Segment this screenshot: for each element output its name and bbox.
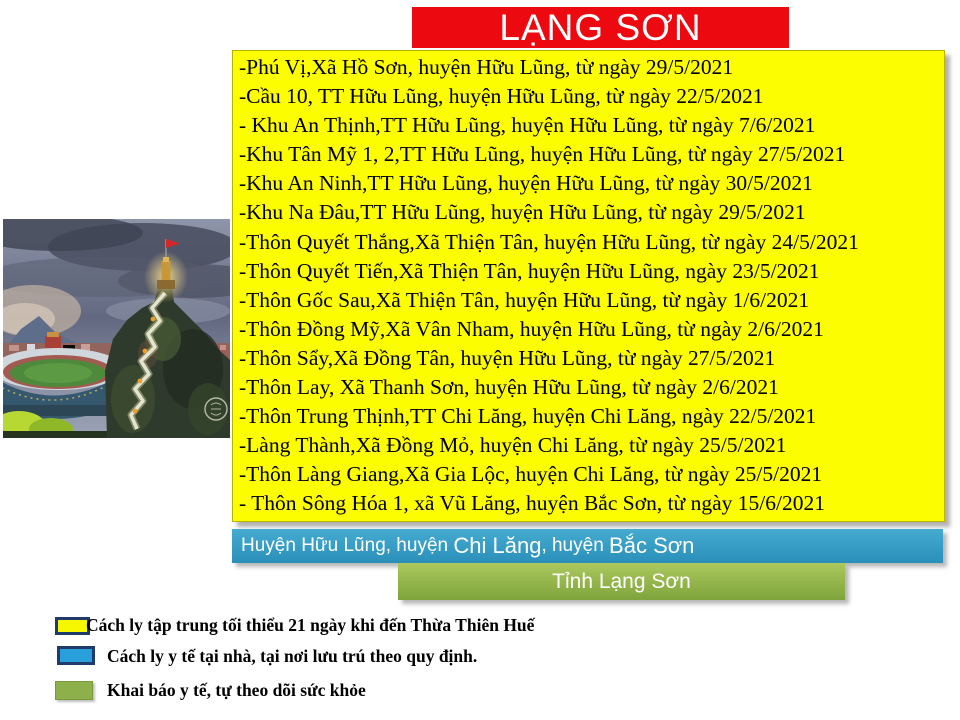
district-bar-text: Huyện Hữu Lũng, huyện bbox=[241, 535, 454, 556]
list-item: -Thôn Lay, Xã Thanh Sơn, huyện Hữu Lũng, từ ngày 2/6/2021 bbox=[239, 375, 779, 400]
list-item: -Khu Na Đâu,TT Hữu Lũng, huyện Hữu Lũng, từ ngày 29/5/2021 bbox=[239, 200, 806, 225]
district-bar-text: Chi Lăng bbox=[453, 533, 542, 558]
list-item: - Thôn Sông Hóa 1, xã Vũ Lăng, huyện Bắc Sơn, từ ngày 15/6/2021 bbox=[239, 491, 825, 516]
list-item: -Thôn Quyết Tiến,Xã Thiện Tân, huyện Hữu Lũng, ngày 23/5/2021 bbox=[239, 258, 820, 283]
list-item: -Phú Vị,Xã Hồ Sơn, huyện Hữu Lũng, từ ngày 29/5/2021 bbox=[239, 55, 734, 79]
list-item: -Làng Thành,Xã Đồng Mỏ, huyện Chi Lăng, từ ngày 25/5/2021 bbox=[239, 433, 787, 458]
legend-label-quarantine: Cách ly tập trung tối thiểu 21 ngày khi đến Thừa Thiên Huế bbox=[86, 615, 535, 635]
legend-swatch-blue bbox=[57, 646, 95, 665]
district-bar-text: Bắc Sơn bbox=[609, 533, 695, 558]
legend-label-home-isolation: Cách ly y tế tại nhà, tại nơi lưu trú theo quy định. bbox=[107, 646, 478, 666]
list-item: -Cầu 10, TT Hữu Lũng, huyện Hữu Lũng, từ ngày 22/5/2021 bbox=[239, 84, 764, 109]
lang-son-photo-art bbox=[3, 219, 230, 438]
list-item: -Khu Tân Mỹ 1, 2,TT Hữu Lũng, huyện Hữu Lũng, từ ngày 27/5/2021 bbox=[239, 142, 846, 167]
list-item: -Thôn Gốc Sau,Xã Thiện Tân, huyện Hữu Lũng, từ ngày 1/6/2021 bbox=[239, 287, 810, 312]
list-item: -Khu An Ninh,TT Hữu Lũng, huyện Hữu Lũng, từ ngày 30/5/2021 bbox=[239, 171, 813, 196]
lang-son-photo bbox=[3, 219, 230, 438]
legend-swatch-yellow bbox=[55, 617, 90, 635]
province-bar-label: Tỉnh Lạng Sơn bbox=[552, 569, 691, 593]
province-bar bbox=[398, 563, 845, 600]
list-item: -Thôn Làng Giang,Xã Gia Lộc, huyện Chi Lăng, từ ngày 25/5/2021 bbox=[239, 462, 823, 487]
legend-label-health-declaration: Khai báo y tế, tự theo dõi sức khỏe bbox=[107, 680, 366, 700]
list-item: -Thôn Trung Thịnh,TT Chi Lăng, huyện Chi Lăng, ngày 22/5/2021 bbox=[239, 404, 817, 429]
outbreak-location-list bbox=[232, 50, 945, 522]
list-item: -Thôn Đồng Mỹ,Xã Vân Nham, huyện Hữu Lũng, từ ngày 2/6/2021 bbox=[239, 316, 824, 341]
list-item: -Thôn Sẩy,Xã Đồng Tân, huyện Hữu Lũng, từ ngày 27/5/2021 bbox=[239, 345, 776, 370]
list-item: - Khu An Thịnh,TT Hữu Lũng, huyện Hữu Lũng, từ ngày 7/6/2021 bbox=[239, 113, 816, 138]
legend-swatch-green bbox=[55, 681, 93, 700]
province-title-banner bbox=[412, 7, 789, 48]
province-title: LẠNG SƠN bbox=[499, 7, 702, 48]
list-item: -Thôn Quyết Thắng,Xã Thiện Tân, huyện Hữu Lũng, từ ngày 24/5/2021 bbox=[239, 229, 859, 254]
district-bar bbox=[232, 529, 943, 563]
district-bar-text: , huyện bbox=[541, 535, 610, 556]
